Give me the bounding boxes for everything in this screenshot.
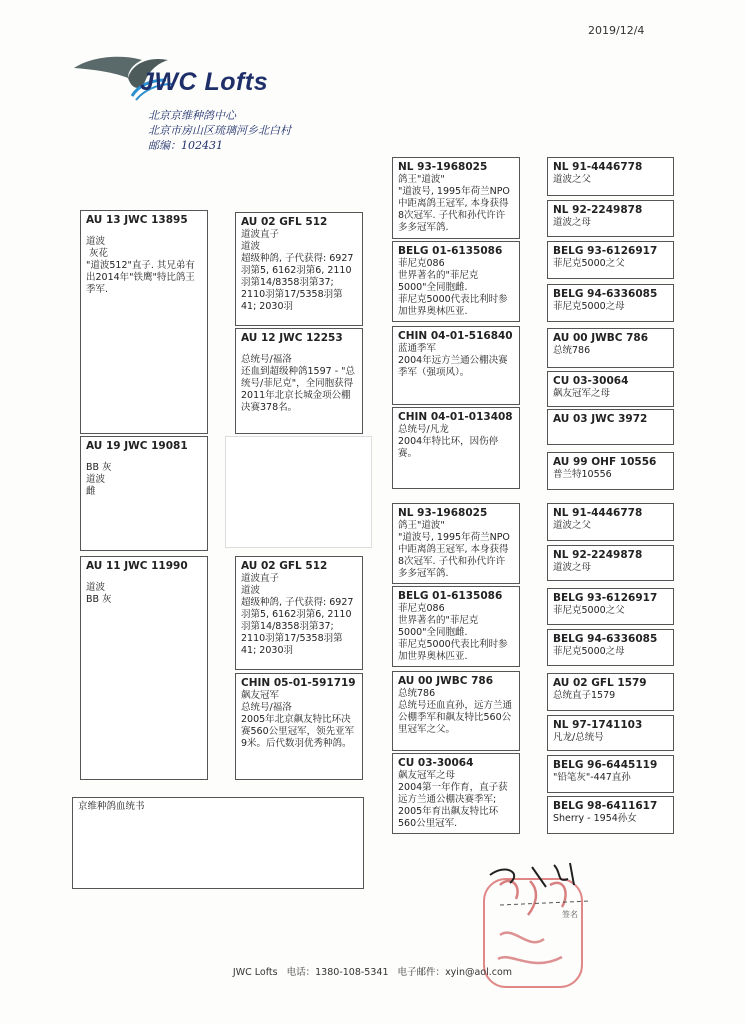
ring-number: AU 13 JWC 13895	[86, 214, 188, 226]
ring-number: AU 02 GFL 1579	[553, 677, 647, 689]
ring-number: NL 91-4446778	[553, 507, 643, 519]
pedigree-note: 总统号/福洛	[241, 354, 292, 365]
footer-email-label: 电子邮件：	[397, 967, 446, 978]
pedigree-note: 道波	[86, 582, 106, 593]
pedigree-box	[547, 241, 674, 279]
ring-number: CHIN 04-01-013408	[398, 411, 513, 423]
pedigree-box	[392, 586, 520, 667]
ring-number: NL 91-4446778	[553, 161, 643, 173]
address-line: 邮编：102431	[148, 139, 223, 152]
pedigree-note: 总统786	[553, 345, 591, 356]
pedigree-box	[80, 436, 208, 551]
ring-number: NL 93-1968025	[398, 507, 488, 519]
pedigree-box	[547, 452, 674, 490]
pedigree-box	[392, 407, 520, 489]
ring-number: AU 00 JWBC 786	[553, 332, 649, 344]
pedigree-box	[547, 715, 674, 751]
footer-brand: JWC Lofts	[232, 967, 278, 978]
pedigree-note: 2004年特比环，因伤停赛。	[398, 436, 499, 459]
pedigree-note: 道波	[86, 474, 106, 485]
ring-number: AU 99 OHF 10556	[553, 456, 657, 468]
pedigree-box	[547, 629, 674, 666]
pedigree-note: 道波	[86, 236, 106, 247]
pedigree-box	[547, 157, 674, 196]
pedigree-note: 菲尼克5000代表比利时参加世界奥林匹亚.	[398, 294, 508, 317]
pedigree-box	[547, 409, 674, 445]
ring-number: AU 02 GFL 512	[241, 216, 328, 228]
pedigree-note: 道波直子	[241, 229, 280, 240]
ring-number: CU 03-30064	[553, 375, 629, 387]
pedigree-box	[80, 556, 208, 780]
pedigree-box	[547, 673, 674, 711]
pedigree-note: 世界著名的"菲尼克5000"全同胞雌.	[398, 270, 479, 293]
pedigree-note: 超级种鸽, 子代获得: 6927羽第5, 6162羽第6, 2110羽第14/8358羽第37; 2110羽第17/5358羽第41; 2030羽	[241, 597, 354, 656]
pedigree-note: 道波之父	[553, 520, 592, 531]
pedigree-box	[80, 210, 208, 434]
pedigree-note: 世界著名的"菲尼克5000"全同胞雌.	[398, 615, 479, 638]
pedigree-note: 菲尼克5000之父	[553, 258, 625, 269]
ring-number: NL 92-2249878	[553, 204, 643, 216]
pedigree-note: 总统号/凡龙	[398, 424, 449, 435]
ring-number: AU 19 JWC 19081	[86, 440, 188, 452]
pedigree-note: "道波号, 1995年荷兰NPO中距离鸽王冠军, 本身获得8次冠军. 子代和孙代许许多多冠军鸽.	[398, 186, 510, 233]
pedigree-note: Sherry - 1954孙女	[553, 813, 637, 824]
address-line: 北京市房山区琉璃河乡北白村	[148, 124, 291, 137]
pedigree-note: 飙友冠军之母	[553, 388, 611, 399]
pedigree-box	[235, 673, 363, 780]
pedigree-box	[547, 755, 674, 793]
pedigree-box	[547, 503, 674, 541]
page-footer	[0, 964, 745, 978]
ring-number: NL 92-2249878	[553, 549, 643, 561]
pedigree-box	[235, 328, 363, 434]
document-date: 2019/12/4	[588, 24, 645, 37]
company-address	[148, 108, 291, 153]
footer-phone: 1380-108-5341	[315, 967, 389, 978]
pedigree-box	[392, 753, 520, 834]
ring-number: BELG 94-6336085	[553, 288, 658, 300]
empty-cell	[225, 436, 372, 548]
ring-number: NL 93-1968025	[398, 161, 488, 173]
ring-number: BELG 93-6126917	[553, 245, 658, 257]
pedigree-note: BB 灰	[86, 462, 112, 473]
pedigree-note: 2004第一年作育，直子获远方兰通公棚决赛季军; 2005年育出飙友特比环560公里冠军.	[398, 782, 508, 829]
pedigree-note: 菲尼克5000之母	[553, 301, 625, 312]
ring-number: CHIN 04-01-516840	[398, 330, 513, 342]
ring-number: CU 03-30064	[398, 757, 474, 769]
pedigree-note: 超级种鸽, 子代获得: 6927羽第5, 6162羽第6, 2110羽第14/8358羽第37; 2110羽第17/5358羽第41; 2030羽	[241, 253, 354, 312]
pedigree-box	[392, 241, 520, 322]
ring-number: BELG 98-6411617	[553, 800, 658, 812]
pedigree-box	[392, 503, 520, 584]
ring-number: AU 12 JWC 12253	[241, 332, 343, 344]
ring-number: BELG 96-6445119	[553, 759, 658, 771]
pedigree-note: 鸽王"道波"	[398, 520, 445, 531]
pedigree-note: 道波	[241, 585, 261, 596]
pedigree-note: 2005年北京飙友特比环决赛560公里冠军，领先亚军9米。后代数羽优秀种鸽。	[241, 714, 355, 749]
pedigree-note: 鸽王"道波"	[398, 174, 445, 185]
ring-number: CHIN 05-01-591719	[241, 677, 356, 689]
pedigree-note: 飙友冠军	[241, 690, 280, 701]
pedigree-box	[547, 371, 674, 407]
pedigree-box	[392, 157, 520, 239]
pedigree-note: 菲尼克5000之父	[553, 605, 625, 616]
pedigree-box	[235, 556, 363, 670]
pedigree-note: "道波号, 1995年荷兰NPO中距离鸽王冠军, 本身获得8次冠军. 子代和孙代许许多多冠军鸽.	[398, 532, 510, 579]
pedigree-note: 凡龙/总统号	[553, 732, 604, 743]
pedigree-note: 总统号/福洛	[241, 702, 292, 713]
pedigree-note: 菲尼克086	[398, 603, 445, 614]
pedigree-box	[547, 796, 674, 834]
ring-number: BELG 01-6135086	[398, 590, 503, 602]
pedigree-note: 总统直子1579	[553, 690, 616, 701]
pedigree-note: 道波之母	[553, 217, 592, 228]
ring-number: AU 02 GFL 512	[241, 560, 328, 572]
ring-number: BELG 94-6336085	[553, 633, 658, 645]
pedigree-note: 蓝通季军	[398, 343, 437, 354]
pedigree-box	[392, 326, 520, 405]
pedigree-note: 飙友冠军之母	[398, 770, 456, 781]
notes-box	[72, 797, 364, 889]
pedigree-note: 菲尼克5000代表比利时参加世界奥林匹亚.	[398, 639, 508, 662]
pedigree-box	[235, 212, 363, 326]
pedigree-note: 2004年远方兰通公棚决赛季军（强项风）。	[398, 355, 508, 378]
pedigree-box	[547, 284, 674, 322]
pedigree-box	[547, 545, 674, 581]
notes-title: 京维种鸽血统书	[78, 801, 145, 812]
pedigree-note: 普兰特10556	[553, 469, 612, 480]
pedigree-box	[547, 200, 674, 237]
pedigree-note: "道波512"直子. 其兄弟有出2014年"铁鹰"特比鸽王季军.	[86, 260, 195, 295]
pedigree-note: 道波之父	[553, 174, 592, 185]
address-line: 北京京维种鸽中心	[148, 109, 236, 122]
signature-label: 签名	[562, 910, 578, 919]
pedigree-box	[547, 328, 674, 368]
ring-number: AU 11 JWC 11990	[86, 560, 188, 572]
footer-email: xyin@aol.com	[445, 967, 513, 978]
pedigree-note: 雌	[86, 486, 96, 497]
footer-phone-label: 电话：	[286, 967, 316, 978]
pedigree-note: 道波直子	[241, 573, 280, 584]
ring-number: AU 00 JWBC 786	[398, 675, 494, 687]
pedigree-box	[547, 588, 674, 625]
pedigree-note: 道波	[241, 241, 261, 252]
pedigree-note: 总统786	[398, 688, 436, 699]
brand-name: JWC Lofts	[140, 68, 269, 96]
pedigree-box	[392, 671, 520, 751]
ring-number: BELG 01-6135086	[398, 245, 503, 257]
pedigree-note: 菲尼克086	[398, 258, 445, 269]
ring-number: AU 03 JWC 3972	[553, 413, 648, 425]
pedigree-note: 还血到超级种鸽1597 - "总统号/菲尼克"，全同胞获得2011年北京长城金项公棚决赛378名。	[241, 366, 356, 413]
ring-number: BELG 93-6126917	[553, 592, 658, 604]
pedigree-note: 灰花	[86, 248, 109, 259]
pedigree-note: BB 灰	[86, 594, 112, 605]
pedigree-note: 总统号还血直孙，远方兰通公棚季军和飙友特比560公里冠军之父。	[398, 700, 513, 735]
pedigree-note: 道波之母	[553, 562, 592, 573]
pedigree-note: 菲尼克5000之母	[553, 646, 625, 657]
pedigree-note: "铅笔灰"-447直孙	[553, 772, 631, 783]
ring-number: NL 97-1741103	[553, 719, 643, 731]
